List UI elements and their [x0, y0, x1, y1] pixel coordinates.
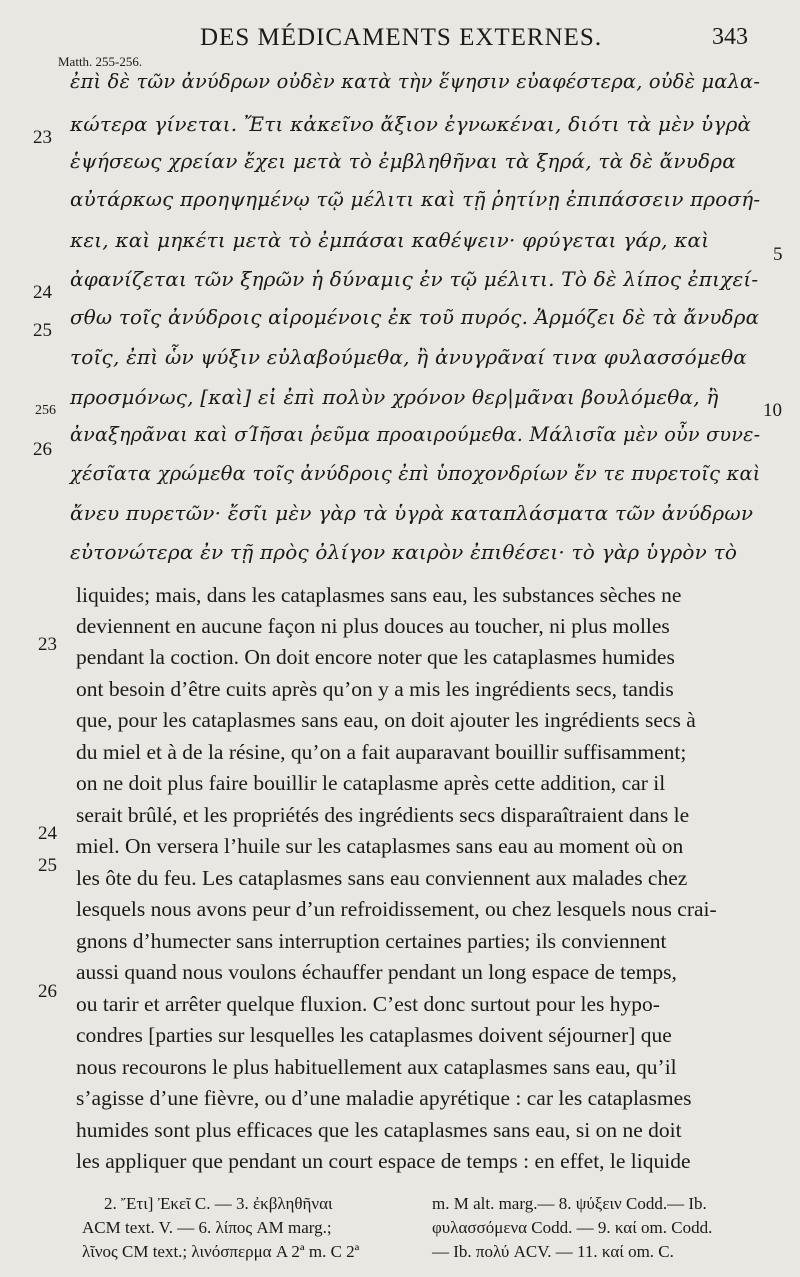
greek-line: ἀναξηρᾶναι καὶ σΊῆσαι ῥεῦμα προαιρούμεθα. Μάλισῖα μὲν οὖν συνε-: [70, 423, 761, 446]
french-margin-number: 25: [38, 855, 57, 876]
french-line: on ne doit plus faire bouillir le cataplasme après cette addition, car il: [76, 771, 666, 795]
french-line: nous recourons le plus habituellement aux cataplasmes sans eau, qu’il: [76, 1055, 677, 1079]
french-line: ont besoin d’être cuits après qu’on y a mis les ingrédients secs, tandis: [76, 677, 674, 701]
french-line: condres [parties sur lesquelles les cataplasmes doivent séjourner] que: [76, 1023, 672, 1047]
french-line: deviennent en aucune façon ni plus douces au toucher, ni plus molles: [76, 614, 670, 638]
french-line: ou tarir et arrêter quelque fluxion. C’est donc surtout pour les hypo-: [76, 992, 660, 1016]
french-line: liquides; mais, dans les cataplasmes sans eau, les substances sèches ne: [76, 583, 682, 607]
french-margin-number: 24: [38, 823, 57, 844]
page-header: [0, 22, 800, 54]
greek-line-count: 5: [773, 244, 783, 265]
greek-line: σθω τοῖς ἀνύδροις αἰρομένοις ἐκ τοῦ πυρός. Ἁρμόζει δὲ τὰ ἄνυδρα: [70, 306, 760, 329]
footnote-line: λῖνος CM text.; λινόσπερμα A 2ª m. C 2ª: [82, 1242, 360, 1261]
french-line: humides sont plus efficaces que les cataplasmes sans eau, si on ne doit: [76, 1118, 682, 1142]
greek-line: αὐτάρκως προηψημένῳ τῷ μέλιτι καὶ τῇ ῥητίνῃ ἐπιπάσσειν προσή-: [70, 188, 761, 211]
greek-margin-number: 25: [33, 320, 52, 341]
french-line: serait brûlé, et les propriétés des ingrédients secs disparaîtraient dans le: [76, 803, 690, 827]
french-margin-number: 23: [38, 634, 57, 655]
running-title: DES MÉDICAMENTS EXTERNES.: [200, 24, 603, 51]
french-line: miel. On versera l’huile sur les cataplasmes sans eau au moment où on: [76, 834, 684, 858]
greek-line: ἄνευ πυρετῶν· ἔσῖι μὲν γὰρ τὰ ὑγρὰ καταπλάσματα τῶν ἀνύδρων: [70, 501, 754, 525]
greek-margin-number: 24: [33, 282, 52, 303]
source-reference: Matth. 255-256.: [58, 54, 143, 69]
french-line: lesquels nous avons peur d’un refroidissement, ou chez lesquels nous crai-: [76, 897, 717, 921]
greek-line: ἀφανίζεται τῶν ξηρῶν ἡ δύναμις ἐν τῷ μέλιτι. Τὸ δὲ λίπος ἐπιχεί-: [70, 267, 759, 291]
greek-line: χέσῖατα χρώμεθα τοῖς ἀνύδροις ἐπὶ ὑποχονδρίων ἔν τε πυρετοῖς καὶ: [70, 462, 761, 485]
greek-margin-number: 23: [33, 127, 52, 148]
greek-line: κει, καὶ μηκέτι μετὰ τὸ ἐμπάσαι καθέψειν· φρύγεται γάρ, καὶ: [70, 228, 710, 252]
greek-margin-number: 26: [33, 439, 52, 460]
greek-line: ἑψήσεως χρείαν ἔχει μετὰ τὸ ἐμβληθῆναι τὰ ξηρά, τὰ δὲ ἄνυδρα: [70, 149, 736, 173]
french-line: pendant la coction. On doit encore noter que les cataplasmes humides: [76, 645, 675, 669]
footnote-line: m. M alt. marg.— 8. ψύξειν Codd.— Ib.: [432, 1194, 707, 1213]
french-line: du miel et à de la résine, qu’on a fait auparavant bouillir suffisamment;: [76, 740, 687, 764]
greek-line: ἐπὶ δὲ τῶν ἀνύδρων οὐδὲν κατὰ τὴν ἕψησιν εὐαφέστερα, οὐδὲ μαλα-: [70, 70, 761, 93]
page-number: 343: [712, 24, 748, 50]
greek-margin-number: 256: [35, 403, 56, 418]
greek-line: τοῖς, ἐπὶ ὧν ψύξιν εὐλαβούμεθα, ἢ ἀνυγρᾶναί τινα φυλασσόμεθα: [70, 345, 747, 369]
french-line: les appliquer que pendant un court espace de temps : en effet, le liquide: [76, 1149, 691, 1173]
footnote-line: — Ib. πολύ ACV. — 11. καί om. C.: [432, 1242, 674, 1261]
footnote-line: φυλασσόμενα Codd. — 9. καί om. Codd.: [432, 1218, 713, 1237]
french-line: aussi quand nous voulons échauffer pendant un long espace de temps,: [76, 960, 677, 984]
greek-line: κώτερα γίνεται. Ἔτι κἀκεῖνο ἄξιον ἐγνωκέναι, διότι τὰ μὲν ὑγρὰ: [70, 112, 752, 136]
french-line: gnons d’humecter sans interruption certaines parties; ils conviennent: [76, 929, 667, 953]
french-line: les ôte du feu. Les cataplasmes sans eau conviennent aux malades chez: [76, 866, 688, 890]
footnote-line: 2. Ἔτι] Ἐκεῖ C. — 3. ἐκβληθῆναι: [104, 1194, 333, 1213]
french-line: s’agisse d’une fièvre, ou d’une maladie apyrétique : car les cataplasmes: [76, 1086, 692, 1110]
greek-line-count: 10: [763, 400, 782, 421]
greek-line: προσμόνως, [καὶ] εἰ ἐπὶ πολὺν χρόνον θερ|μᾶναι βουλόμεθα, ἢ: [70, 385, 719, 409]
footnote-line: ACM text. V. — 6. λίπος AM marg.;: [82, 1218, 332, 1237]
french-line: que, pour les cataplasmes sans eau, on doit ajouter les ingrédients secs à: [76, 708, 696, 732]
greek-line: εὐτονώτερα ἐν τῇ πρὸς ὀλίγον καιρὸν ἐπιθέσει· τὸ γὰρ ὑγρὸν τὸ: [70, 540, 738, 564]
french-margin-number: 26: [38, 981, 57, 1002]
